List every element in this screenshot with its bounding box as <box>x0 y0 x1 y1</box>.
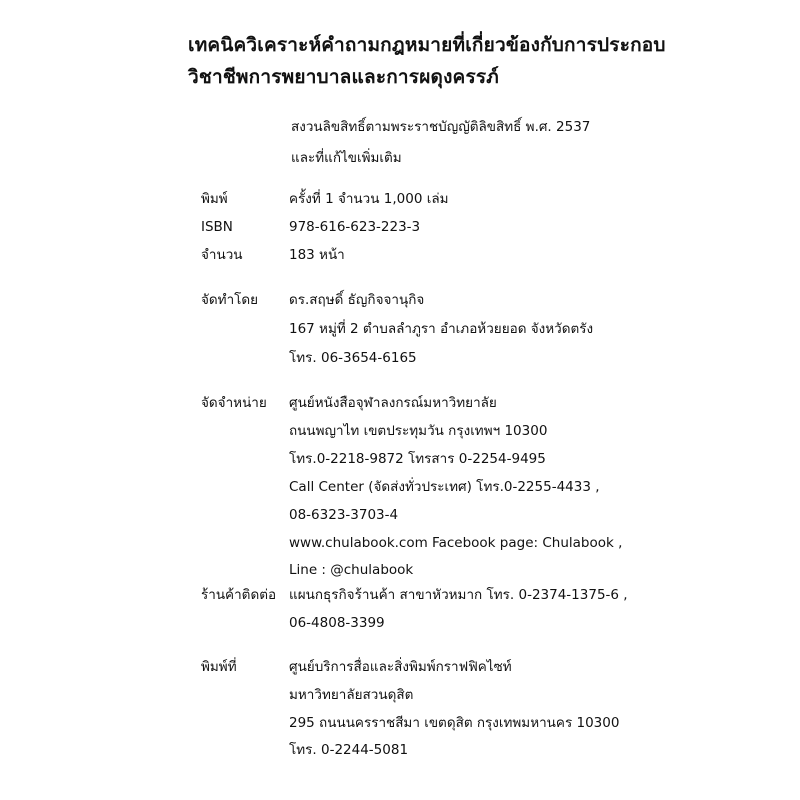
isbn-label: ISBN <box>201 219 233 235</box>
wholesale-department: แผนกธุรกิจร้านค้า สาขาหัวหมาก โทร. 0-2374-1375-6 , <box>289 587 628 603</box>
distributor-address: ถนนพญาไท เขตประทุมวัน กรุงเทพฯ 10300 <box>289 423 548 439</box>
wholesale-mobile: 06-4808-3399 <box>289 615 385 631</box>
producer-phone: โทร. 06-3654-6165 <box>289 350 417 366</box>
distributor-phone-fax: โทร.0-2218-9872 โทรสาร 0-2254-9495 <box>289 451 546 467</box>
printer-name: ศูนย์บริการสื่อและสิ่งพิมพ์กราฟฟิคไซท์ <box>289 659 512 675</box>
distributor-label: จัดจำหน่าย <box>201 395 267 411</box>
book-title-line-1: เทคนิควิเคราะห์คำถามกฎหมายที่เกี่ยวข้องกับการประกอบ <box>188 34 666 56</box>
printer-address: 295 ถนนนครราชสีมา เขตดุสิต กรุงเทพมหานคร 10300 <box>289 715 620 731</box>
distributor-name: ศูนย์หนังสือจุฬาลงกรณ์มหาวิทยาลัย <box>289 395 497 411</box>
distributor-mobile: 08-6323-3703-4 <box>289 507 399 523</box>
distributor-web-facebook: www.chulabook.com Facebook page: Chulabook , <box>289 535 623 551</box>
copyright-notice-line-2: และที่แก้ไขเพิ่มเติม <box>291 150 402 166</box>
print-label: พิมพ์ <box>201 191 228 207</box>
print-value: ครั้งที่ 1 จำนวน 1,000 เล่ม <box>289 191 449 207</box>
producer-address: 167 หมู่ที่ 2 ตำบลลำภูรา อำเภอห้วยยอด จังหวัดตรัง <box>289 321 594 337</box>
distributor-call-center: Call Center (จัดส่งทั่วประเทศ) โทร.0-2255-4433 , <box>289 479 600 495</box>
copyright-notice-line-1: สงวนลิขสิทธิ์ตามพระราชบัญญัติลิขสิทธิ์ พ.ศ. 2537 <box>291 119 591 135</box>
printer-phone: โทร. 0-2244-5081 <box>289 742 409 758</box>
pages-label: จำนวน <box>201 247 243 263</box>
book-title-line-2: วิชาชีพการพยาบาลและการผดุงครรภ์ <box>188 66 499 88</box>
distributor-line: Line : @chulabook <box>289 562 414 578</box>
isbn-value: 978-616-623-223-3 <box>289 219 421 235</box>
printer-label: พิมพ์ที่ <box>201 659 237 675</box>
producer-name: ดร.สฤษดิ์ ธัญกิจจานุกิจ <box>289 292 425 308</box>
printer-university: มหาวิทยาลัยสวนดุสิต <box>289 687 414 703</box>
wholesale-label: ร้านค้าติดต่อ <box>201 587 277 603</box>
producer-label: จัดทำโดย <box>201 292 259 308</box>
pages-value: 183 หน้า <box>289 247 345 263</box>
